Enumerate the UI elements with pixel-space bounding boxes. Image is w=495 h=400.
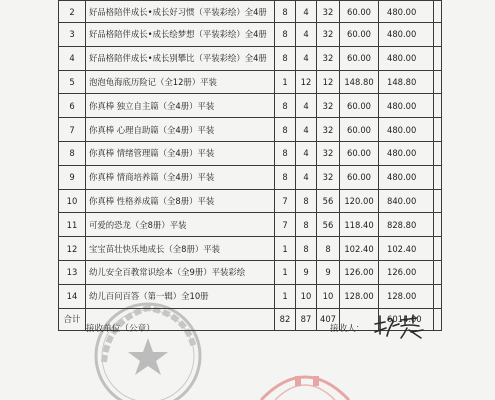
books-per-set-cell: 10: [296, 284, 317, 308]
book-title-cell: 泡泡龟海底历险记（全12册）平装: [86, 70, 275, 94]
amount-cell: 128.00: [379, 284, 434, 308]
books-per-set-cell: 8: [296, 237, 317, 261]
table-row: [59, 1, 442, 23]
total-books-cell: 32: [317, 165, 340, 189]
books-per-set-cell: 4: [296, 23, 317, 47]
quantity-sets-cell: 8: [275, 46, 296, 70]
books-per-set-cell: 8: [296, 213, 317, 237]
amount-cell: 480.00: [379, 1, 434, 23]
amount-cell: 480.00: [379, 165, 434, 189]
book-title-cell: 好品格陪伴成长•成长别攀比（平装彩绘）全4册: [86, 46, 275, 70]
row-number-cell: 7: [59, 118, 86, 142]
row-number-cell: 14: [59, 284, 86, 308]
total-books-cell: 56: [317, 189, 340, 213]
table-row: [59, 189, 442, 213]
quantity-sets-cell: 8: [275, 165, 296, 189]
receiver-label: 接收人：: [330, 324, 365, 334]
book-title-cell: 好品格陪伴成长•成长好习惯（平装彩绘）全4册: [86, 1, 275, 23]
empty-cell: [434, 284, 442, 308]
unit-price-cell: 126.00: [340, 260, 379, 284]
unit-price-cell: 128.00: [340, 284, 379, 308]
empty-cell: [434, 308, 442, 331]
table-row: [59, 165, 442, 189]
books-per-set-cell: 4: [296, 46, 317, 70]
total-books-cell: 407: [317, 308, 340, 331]
books-per-set-cell: 4: [296, 1, 317, 23]
total-label-cell: 合计: [59, 308, 86, 331]
table-row: [59, 141, 442, 165]
total-books-cell: 32: [317, 46, 340, 70]
book-title-cell: 你真棒 情商培养篇（全4册）平装: [86, 165, 275, 189]
amount-cell: 480.00: [379, 46, 434, 70]
unit-price-cell: 60.00: [340, 94, 379, 118]
table-row: [59, 237, 442, 261]
book-title-cell: 你真棒 情绪管理篇（全4册）平装: [86, 141, 275, 165]
table-row: [59, 260, 442, 284]
empty-cell: [434, 213, 442, 237]
row-number-cell: 2: [59, 1, 86, 23]
unit-price-cell: 60.00: [340, 1, 379, 23]
books-per-set-cell: 8: [296, 189, 317, 213]
total-books-cell: 56: [317, 213, 340, 237]
total-amount-cell: 6014.00: [379, 308, 434, 331]
total-books-cell: 9: [317, 260, 340, 284]
books-per-set-cell: 4: [296, 118, 317, 142]
total-books-cell: 32: [317, 94, 340, 118]
empty-cell: [434, 165, 442, 189]
amount-cell: 102.40: [379, 237, 434, 261]
book-title-cell: 幼儿安全百教常识绘本（全9册）平装彩绘: [86, 260, 275, 284]
total-books-cell: 32: [317, 141, 340, 165]
books-per-set-cell: 4: [296, 94, 317, 118]
book-title-cell: 宝宝苗壮快乐地成长（全8册）平装: [86, 237, 275, 261]
empty-cell: [434, 70, 442, 94]
amount-cell: 840.00: [379, 189, 434, 213]
table-row: [59, 284, 442, 308]
empty-cell: [434, 1, 442, 23]
empty-cell: [434, 189, 442, 213]
books-per-set-cell: 4: [296, 165, 317, 189]
quantity-sets-cell: 8: [275, 94, 296, 118]
quantity-sets-cell: 8: [275, 118, 296, 142]
unit-price-cell: 118.40: [340, 213, 379, 237]
row-number-cell: 4: [59, 46, 86, 70]
amount-cell: 126.00: [379, 260, 434, 284]
unit-price-cell: 60.00: [340, 46, 379, 70]
book-title-cell: 你真棒 性格养成篇（全8册）平装: [86, 189, 275, 213]
quantity-sets-cell: 7: [275, 213, 296, 237]
empty-cell: [434, 237, 442, 261]
quantity-sets-cell: 1: [275, 284, 296, 308]
quantity-sets-cell: 8: [275, 141, 296, 165]
table-row: [59, 46, 442, 70]
quantity-sets-cell: 8: [275, 1, 296, 23]
unit-price-cell: 60.00: [340, 165, 379, 189]
unit-price-cell: 60.00: [340, 141, 379, 165]
books-per-set-cell: 9: [296, 260, 317, 284]
total-books-cell: 32: [317, 1, 340, 23]
row-number-cell: 3: [59, 23, 86, 47]
amount-cell: 828.80: [379, 213, 434, 237]
empty-cell: [434, 23, 442, 47]
total-books-cell: 12: [317, 70, 340, 94]
amount-cell: 148.80: [379, 70, 434, 94]
row-number-cell: 5: [59, 70, 86, 94]
table-row: [59, 213, 442, 237]
receiver-handwritten-signature: [371, 312, 427, 342]
table-row: [59, 70, 442, 94]
total-books-cell: 10: [317, 284, 340, 308]
table-body: [59, 1, 442, 331]
quantity-sets-cell: 8: [275, 23, 296, 47]
unit-price-cell: 120.00: [340, 189, 379, 213]
row-number-cell: 10: [59, 189, 86, 213]
book-title-cell: 幼儿百问百答（第一辑）全10册: [86, 284, 275, 308]
empty-cell: [434, 118, 442, 142]
amount-cell: 480.00: [379, 23, 434, 47]
row-number-cell: 12: [59, 237, 86, 261]
amount-cell: 480.00: [379, 94, 434, 118]
receiving-unit-label: 接收单位（公章）: [86, 324, 155, 334]
total-books-cell: 32: [317, 118, 340, 142]
book-list-table: [58, 0, 442, 331]
empty-cell: [434, 260, 442, 284]
row-number-cell: 8: [59, 141, 86, 165]
quantity-sets-cell: 1: [275, 70, 296, 94]
row-number-cell: 9: [59, 165, 86, 189]
row-number-cell: 6: [59, 94, 86, 118]
quantity-sets-cell: 1: [275, 260, 296, 284]
quantity-sets-cell: 1: [275, 237, 296, 261]
empty-cell: [434, 46, 442, 70]
table-row: [59, 94, 442, 118]
total-books-per-set-cell: 87: [296, 308, 317, 331]
amount-cell: 480.00: [379, 118, 434, 142]
unit-price-cell: 148.80: [340, 70, 379, 94]
books-per-set-cell: 12: [296, 70, 317, 94]
unit-price-cell: 60.00: [340, 23, 379, 47]
row-number-cell: 13: [59, 260, 86, 284]
unit-price-cell: 60.00: [340, 118, 379, 142]
table-row: [59, 23, 442, 47]
book-title-cell: 你真棒 独立自主篇（全4册）平装: [86, 94, 275, 118]
total-sets-cell: 82: [275, 308, 296, 331]
red-seal-stamp: [255, 360, 355, 400]
total-books-cell: 32: [317, 23, 340, 47]
empty-cell: [434, 141, 442, 165]
row-number-cell: 11: [59, 213, 86, 237]
empty-cell: [434, 94, 442, 118]
books-per-set-cell: 4: [296, 141, 317, 165]
quantity-sets-cell: 7: [275, 189, 296, 213]
table-row: [59, 118, 442, 142]
book-title-cell: 好品格陪伴成长•成长绘梦想（平装彩绘）全4册: [86, 23, 275, 47]
book-title-cell: 你真棒 心理自助篇（全4册）平装: [86, 118, 275, 142]
unit-price-cell: 102.40: [340, 237, 379, 261]
amount-cell: 480.00: [379, 141, 434, 165]
book-title-cell: 可爱的恐龙（全8册）平装: [86, 213, 275, 237]
total-books-cell: 8: [317, 237, 340, 261]
